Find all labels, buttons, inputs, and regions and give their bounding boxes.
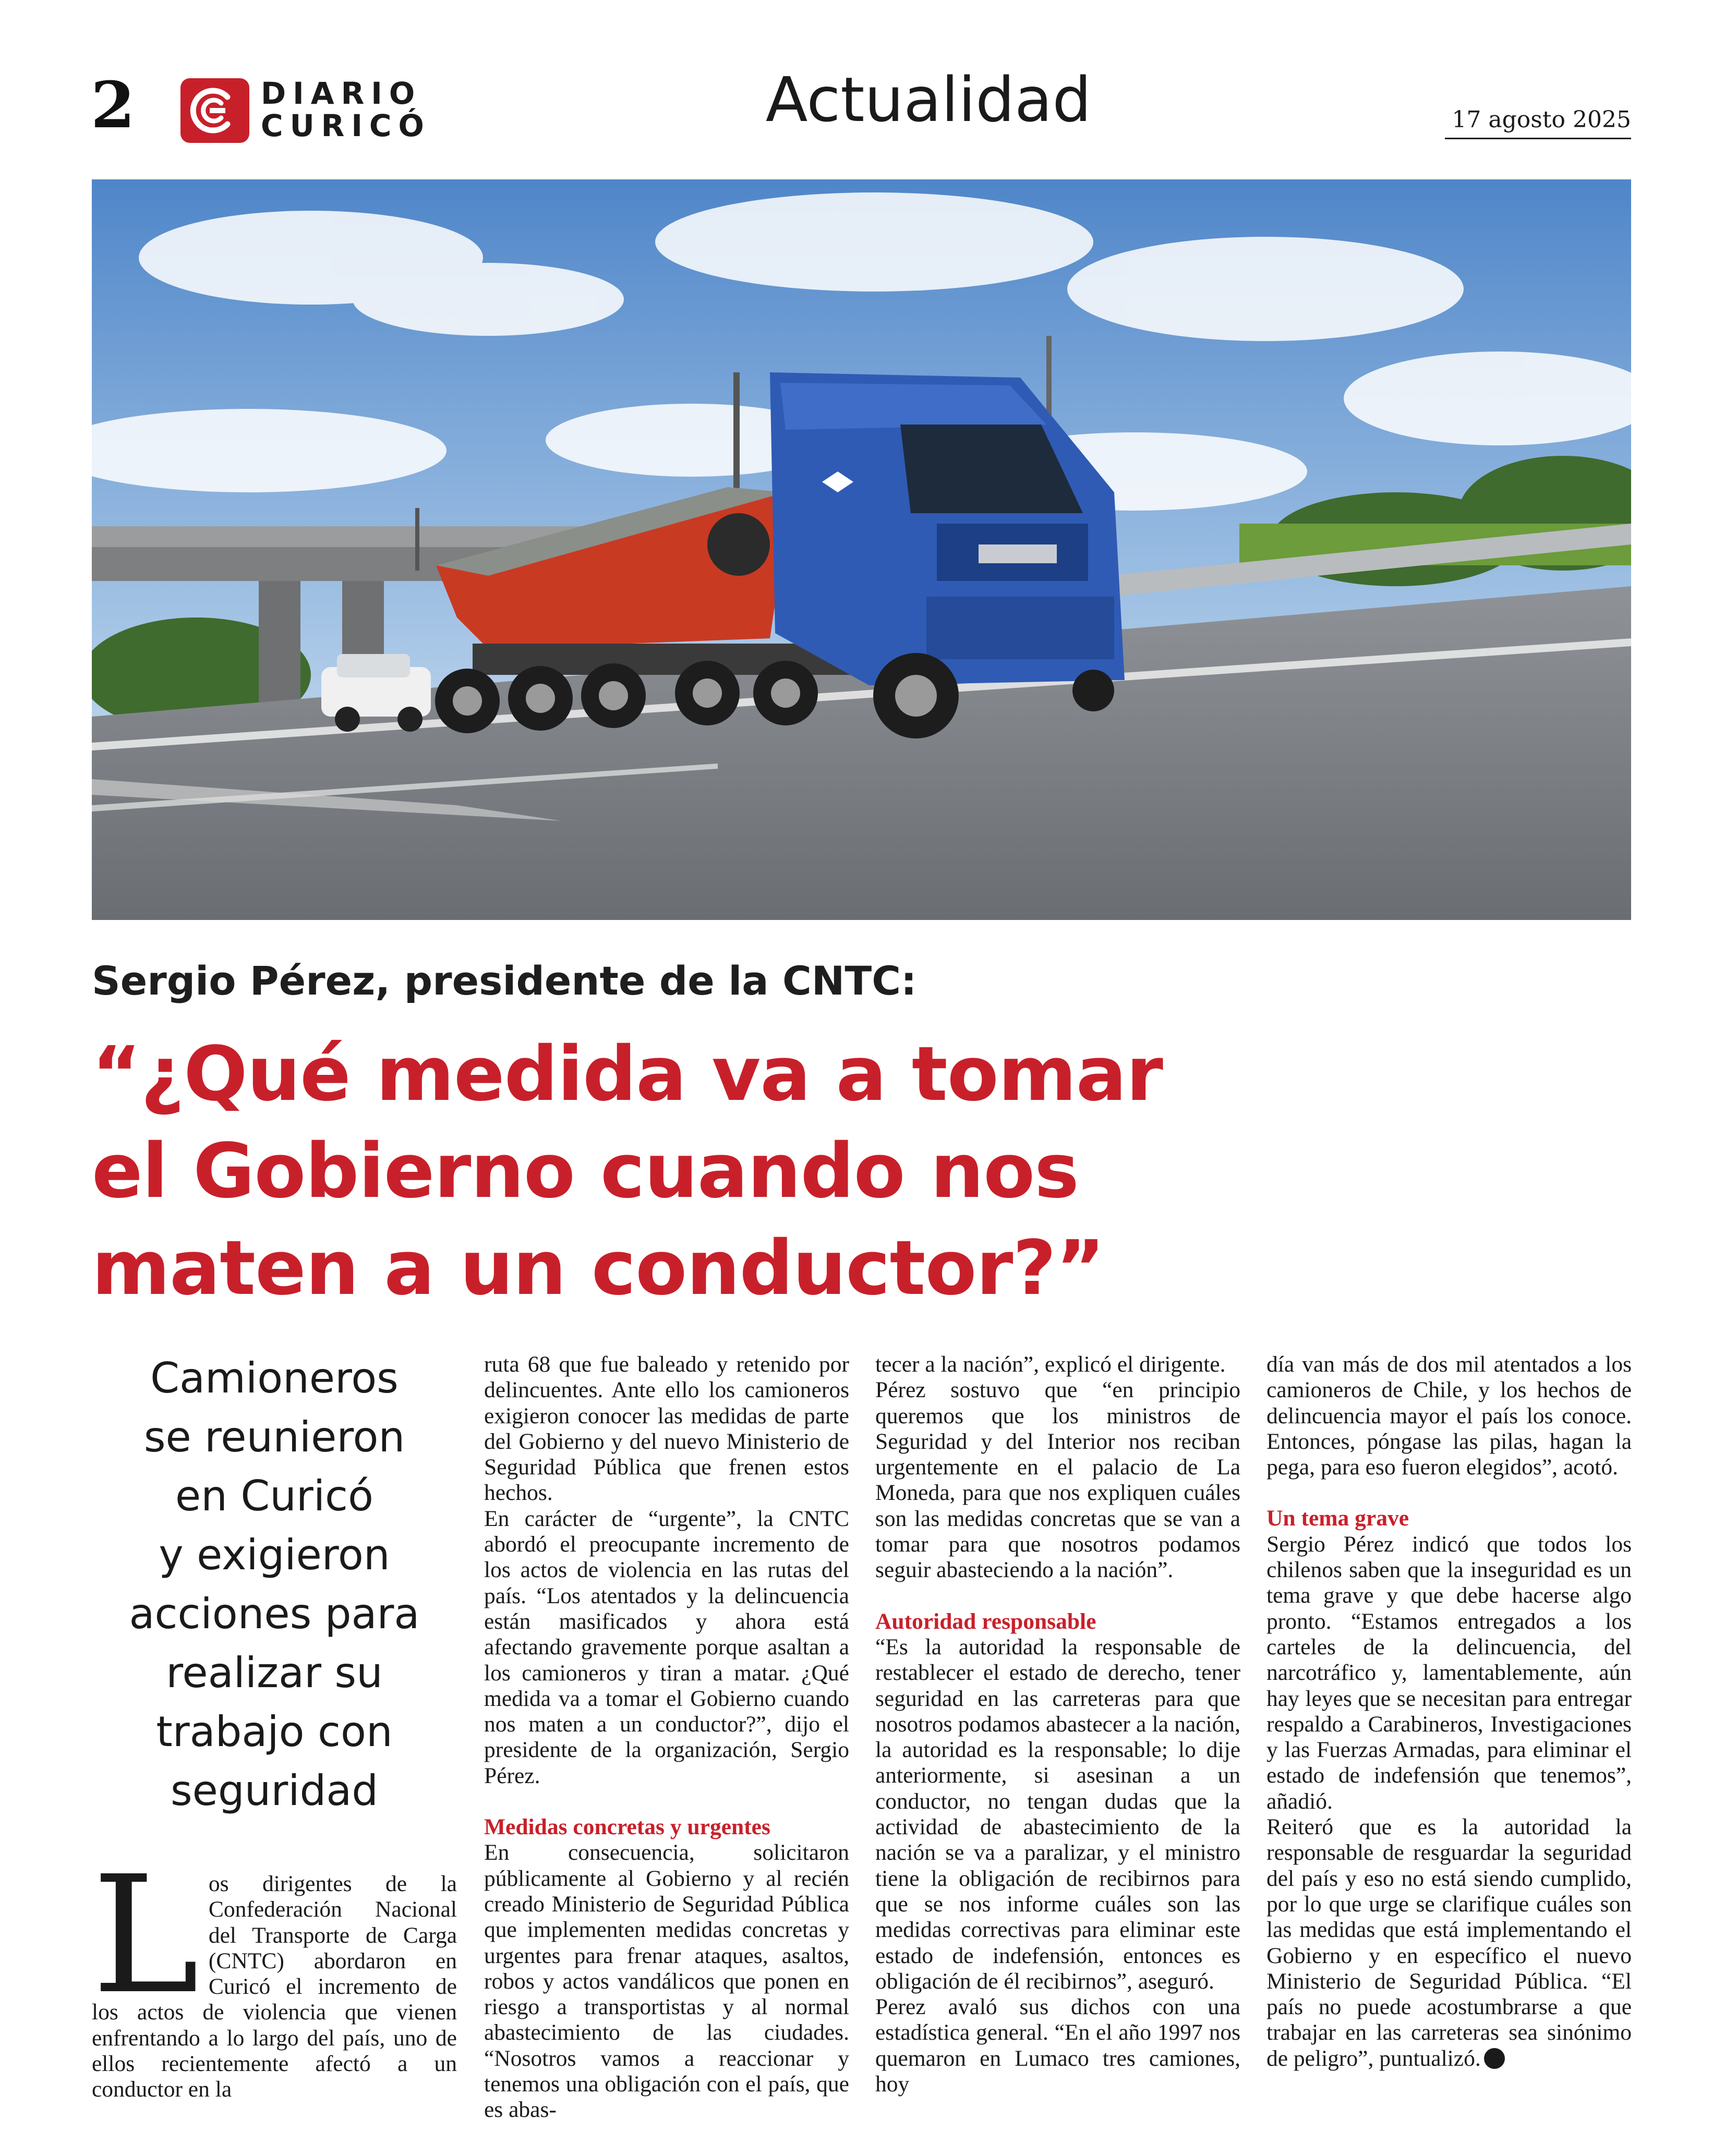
body-paragraph: Reiteró que es la autoridad la responsable de resguardar la seguridad del país y eso no está siendo cumplido, por lo que urge se clarifique cuáles son las medidas que está implementando el Gobierno y en específico el nuevo Ministerio de Seguridad Pública. “El país no puede acostumbrarse a que trabajar en las carreteras sea sinónimo de peligro”, puntualizó.: [1266, 1814, 1632, 2071]
headline-line-2: el Gobierno cuando nos: [92, 1127, 1079, 1215]
body-column-2: [484, 1352, 849, 2123]
body-paragraph: Perez avaló sus dichos con una estadística general. “En el año 1997 nos quemaron en Lumaco tres camiones, hoy: [875, 1994, 1240, 2097]
logo-line-2: CURICÓ: [261, 108, 431, 143]
subheading: Medidas concretas y urgentes: [484, 1814, 770, 1840]
body-paragraph: tecer a la nación”, explicó el dirigente.: [875, 1352, 1226, 1377]
body-paragraph: Sergio Pérez indicó que todos los chilenos saben que la inseguridad es un tema grave y que debe hacerse algo pronto. “Estamos entregados a los carteles de la delincuencia, del narcotráfico y, lamentablemente, aún hay leyes que se necesitan para entregar respaldo a Carabineros, Investigaciones y las Fuerzas Armadas, para eliminar el estado de indefensión que tenemos”, añadió.: [1266, 1531, 1632, 1814]
deck-line: y exigieron: [159, 1531, 390, 1579]
issue-date: 17 agosto 2025: [1452, 106, 1631, 133]
article-headline: [92, 1025, 1344, 1316]
logo-line-1: DIARIO: [261, 76, 422, 111]
body-column-1: [92, 1842, 457, 2103]
page-number: 2: [91, 67, 135, 142]
body-paragraph: En consecuencia, solicitaron públicamente al Gobierno y al recién creado Ministerio de Seguridad Pública que implementen medidas concretas y urgentes para frenar ataques, asaltos, robos y actos vandálicos que ponen en riesgo a transportistas y al normal abastecimiento de las ciudades. “Nosotros vamos a reaccionar y tenemos una obligación con el país, que es abas-: [484, 1840, 849, 2123]
end-of-article-icon: [1484, 2048, 1505, 2069]
deck-line: seguridad: [170, 1766, 379, 1815]
body-paragraph: día van más de dos mil atentados a los camioneros de Chile, y los hechos de delincuencia mayor el país los conoce. Entonces, póngase las pilas, hagan la pega, para eso fueron elegidos”, acotó.: [1266, 1352, 1632, 1480]
body-paragraph: En carácter de “urgente”, la CNTC abordó el preocupante incremento de los actos de violencia en las rutas del país. “Los atentados y la delincuencia están masificados y ahora está afectando gravemente porque asaltan a los camioneros y tiran a matar. ¿Qué medida va a tomar el Gobierno cuando nos maten a un conductor?”, dijo el presidente de la organización, Sergio Pérez.: [484, 1506, 849, 1788]
body-column-3: [875, 1352, 1240, 2097]
section-title: Actualidad: [765, 64, 1092, 136]
body-paragraph: Los dirigentes de la Confederación Nacional del Transporte de Carga (CNTC) abordaron en Curicó el incremento de los actos de violencia que vienen enfrentando a lo largo del país, uno de ellos recientemente afectó a un conductor en la: [92, 1842, 457, 2102]
body-paragraph: Pérez sostuvo que “en principio queremos que los ministros de Seguridad y del Interior nos reciban urgentemente en el palacio de La Moneda, para que nos expliquen cuáles son las medidas concretas que se van a tomar para que nosotros podamos seguir abasteciendo a la nación”.: [875, 1377, 1240, 1583]
body-paragraph: “Es la autoridad la responsable de restablecer el estado de derecho, tener seguridad en las carreteras para que nosotros podamos abastecer a la nación, la autoridad es la responsable; lo dije anteriormente, si asesinan a un conductor, no tengan dudas que la actividad de abastecimiento de la nación se va a paralizar, y el ministro tiene la obligación de recibirnos para que se nos informe cuáles son las medidas correctivas para eliminar este estado de indefensión, entonces es obligación de él recibirnos”, aseguró.: [875, 1634, 1240, 1994]
deck-line: trabajo con: [156, 1707, 393, 1756]
logo-wordmark: [261, 77, 431, 142]
body-paragraph: ruta 68 que fue baleado y retenido por delincuentes. Ante ello los camioneros exigieron conocer las medidas de parte del Gobierno y del nuevo Ministerio de Seguridad Pública que frenen estos hechos.: [484, 1352, 849, 1506]
headline-line-1: “¿Qué medida va a tomar: [92, 1030, 1163, 1118]
subheading: Un tema grave: [1266, 1506, 1409, 1531]
article-deck: [92, 1349, 457, 1820]
drop-cap: L: [92, 1842, 199, 2030]
article-kicker: Sergio Pérez, presidente de la CNTC:: [92, 958, 917, 1004]
date-underline: [1445, 138, 1631, 139]
body-column-4: [1266, 1352, 1632, 2072]
deck-line: realizar su: [166, 1649, 383, 1697]
subheading: Autoridad responsable: [875, 1608, 1096, 1634]
deck-line: en Curicó: [175, 1472, 373, 1520]
deck-line: acciones para: [129, 1590, 420, 1638]
headline-line-3: maten a un conductor?”: [92, 1224, 1105, 1312]
diario-curico-logo-icon: [180, 78, 249, 143]
truck-photo: [92, 179, 1631, 920]
deck-line: Camioneros: [150, 1354, 399, 1402]
deck-line: se reunieron: [143, 1413, 405, 1461]
